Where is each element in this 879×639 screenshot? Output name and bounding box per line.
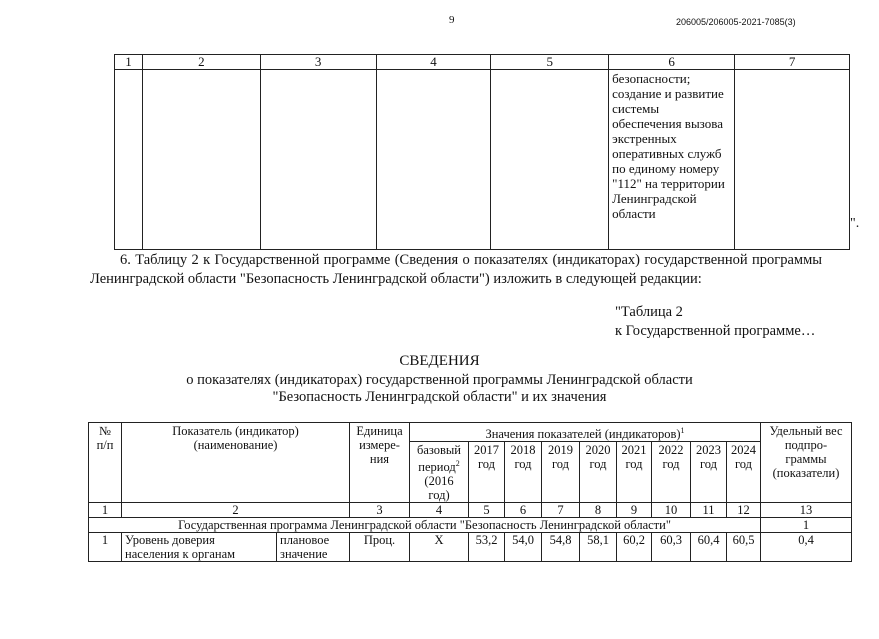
header-year: 2024 год	[727, 442, 761, 503]
empty-cell	[491, 70, 609, 250]
value-cell: 60,5	[727, 533, 761, 562]
header-base-period	[410, 442, 469, 503]
column-number: 2	[142, 55, 260, 70]
value-cell: 60,3	[652, 533, 691, 562]
cell-text-line: системы	[612, 101, 660, 116]
header-year: 2018 год	[505, 442, 542, 503]
column-number: 3	[260, 55, 376, 70]
header-text: (показатели)	[772, 466, 840, 480]
empty-cell	[142, 70, 260, 250]
cell-text-line: обеспечения вызова	[612, 116, 723, 131]
table-row	[115, 70, 850, 250]
header-values	[410, 423, 761, 442]
value-cell: 53,2	[469, 533, 505, 562]
indicator-name	[122, 533, 277, 562]
continuation-table	[114, 54, 850, 250]
header-text: №	[99, 424, 111, 438]
header-text: п/п	[96, 438, 114, 452]
table-reference-line: к Государственной программе…	[615, 323, 816, 339]
header-text: Удельный вес	[769, 424, 843, 438]
column-number: 9	[617, 503, 652, 518]
cell-text-line: области	[612, 206, 656, 221]
document-subheading: о показателях (индикаторах) государственной программы Ленинградской области	[186, 372, 693, 388]
column-number: 7	[735, 55, 850, 70]
cell-text-line: "112" на территории	[612, 176, 725, 191]
column-number: 3	[350, 503, 410, 518]
column-number: 5	[491, 55, 609, 70]
header-year: 2020 год	[580, 442, 617, 503]
column-number: 12	[727, 503, 761, 518]
program-row	[89, 518, 852, 533]
table-reference	[615, 303, 815, 341]
cell-text-line: значение	[280, 547, 328, 562]
header-text: подпро-	[784, 438, 828, 452]
header-text: базовый	[416, 443, 461, 458]
cell-text-line: оперативных служб	[612, 146, 722, 161]
weight-cell: 0,4	[761, 533, 852, 562]
closing-quote: ".	[850, 216, 860, 231]
table-reference-line: "Таблица 2	[615, 304, 683, 320]
column-number: 6	[609, 55, 735, 70]
header-unit	[350, 423, 410, 503]
value-cell: 54,8	[542, 533, 580, 562]
header-text: ния	[369, 452, 390, 466]
header-text: (наименование)	[193, 438, 278, 452]
column-number: 2	[122, 503, 350, 518]
base-period-cell: Х	[410, 533, 469, 562]
footnote-mark: 1	[680, 426, 685, 435]
header-text: Значения показателей (индикаторов)	[485, 427, 681, 442]
page-number: 9	[449, 14, 455, 26]
header-text: год)	[428, 488, 450, 503]
header-text: период$^2$	[418, 459, 460, 475]
header-text: (2016	[424, 474, 454, 489]
column-number: 1	[115, 55, 143, 70]
value-cell: 54,0	[505, 533, 542, 562]
column-number: 4	[410, 503, 469, 518]
value-cell: 60,4	[691, 533, 727, 562]
cell-text-line: Ленинградской	[612, 191, 697, 206]
header-year: 2019 год	[542, 442, 580, 503]
column-number: 8	[580, 503, 617, 518]
column-number: 13	[761, 503, 852, 518]
document-subheading: "Безопасность Ленинградской области" и их значения	[272, 389, 607, 405]
empty-cell	[376, 70, 491, 250]
header-number	[89, 423, 122, 503]
column-number-row	[115, 55, 850, 70]
header-row	[89, 423, 852, 442]
value-cell: 58,1	[580, 533, 617, 562]
document-id: 206005/206005-2021-7085(3)	[676, 17, 796, 27]
column-number: 6	[505, 503, 542, 518]
empty-cell	[260, 70, 376, 250]
column-number: 4	[376, 55, 491, 70]
indicators-table	[88, 422, 852, 562]
header-year: 2021 год	[617, 442, 652, 503]
value-type	[277, 533, 350, 562]
header-weight	[761, 423, 852, 503]
column-number: 10	[652, 503, 691, 518]
document-heading: СВЕДЕНИЯ	[399, 353, 480, 369]
cell-text-line: безопасности;	[612, 71, 691, 86]
header-text: Показатель (индикатор)	[172, 424, 299, 438]
program-label: Государственная программа Ленинградской области "Безопасность Ленинградской области"	[89, 518, 761, 533]
table-row	[89, 533, 852, 562]
row-number: 1	[89, 533, 122, 562]
column-number: 5	[469, 503, 505, 518]
header-year: 2022 год	[652, 442, 691, 503]
header-text: измере-	[359, 438, 400, 452]
column-number-row	[89, 503, 852, 518]
measures-cell	[609, 70, 735, 250]
cell-text-line: Уровень доверия	[125, 533, 215, 548]
cell-text-line: населения к органам	[125, 547, 236, 562]
footnote-mark: 2	[455, 459, 460, 469]
header-year: 2023 год	[691, 442, 727, 503]
cell-text-line: по единому номеру	[612, 161, 720, 176]
value-cell: 60,2	[617, 533, 652, 562]
empty-cell	[735, 70, 850, 250]
column-number: 1	[89, 503, 122, 518]
header-text: Единица	[356, 424, 403, 438]
unit-cell: Проц.	[350, 533, 410, 562]
program-weight: 1	[761, 518, 852, 533]
column-number: 11	[691, 503, 727, 518]
cell-text-line: плановое	[280, 533, 330, 548]
cell-text-line: экстренных	[612, 131, 677, 146]
header-text: граммы	[785, 452, 827, 466]
header-indicator	[122, 423, 350, 503]
cell-text-line: создание и развитие	[612, 86, 724, 101]
header-year: 2017 год	[469, 442, 505, 503]
amendment-paragraph: 6. Таблицу 2 к Государственной программе (Сведения о показателях (индикаторах) государственной программы Ленинградской области "Безопасность Ленинградской области") изложить в следующей редакции:	[90, 252, 822, 287]
empty-cell	[115, 70, 143, 250]
column-number: 7	[542, 503, 580, 518]
